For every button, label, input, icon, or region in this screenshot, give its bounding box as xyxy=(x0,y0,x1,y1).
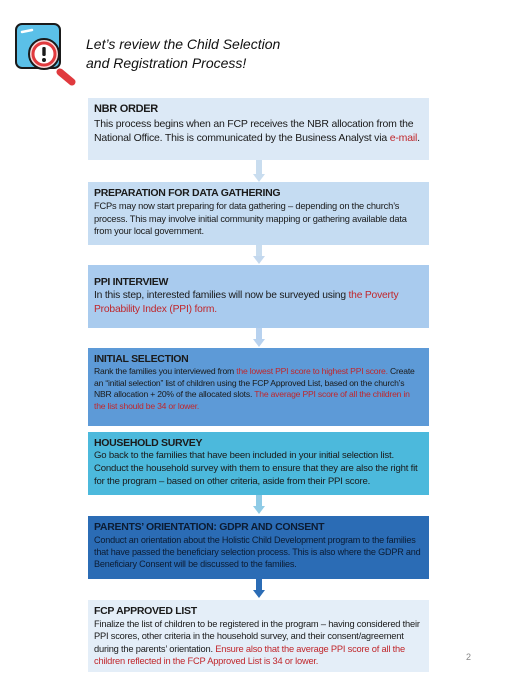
step-title: NBR ORDER xyxy=(94,103,158,115)
step-body-text: . xyxy=(417,132,420,144)
step-body-text: Rank the families you interviewed from xyxy=(94,366,237,376)
step-nbr-order xyxy=(88,98,429,160)
step-ppi-interview xyxy=(88,265,429,328)
step-title: FCP APPROVED LIST xyxy=(94,605,197,617)
page-header xyxy=(14,22,494,86)
step-title: INITIAL SELECTION xyxy=(94,353,189,365)
step-title: PREPARATION FOR DATA GATHERING xyxy=(94,187,281,199)
step-body xyxy=(94,289,423,317)
step-body-highlight: Ensure also that the average PPI score of all the children reflected in the FCP Approved List is 34 or lower. xyxy=(94,643,405,666)
step-body xyxy=(94,618,423,667)
step-body xyxy=(94,366,423,412)
flow-arrow-icon xyxy=(253,590,265,598)
step-fcp-approved-list xyxy=(88,600,429,672)
step-body: FCPs may now start preparing for data gathering – depending on the church’s process. This may involve initial community mapping or gathering available data from your local government. xyxy=(94,201,407,236)
page-title-line-1: Let’s review the Child Selection xyxy=(86,36,281,52)
magnifier-alert-icon xyxy=(14,22,80,86)
step-parents-orientation xyxy=(88,516,429,579)
step-body-highlight: the lowest PPI score to highest PPI score. xyxy=(236,366,388,376)
flow-arrow-icon xyxy=(253,506,265,514)
step-title: PPI INTERVIEW xyxy=(94,276,169,288)
step-household-survey xyxy=(88,432,429,495)
step-body xyxy=(94,117,423,145)
flow-arrow-icon xyxy=(253,256,265,264)
step-initial-selection xyxy=(88,348,429,426)
page-number: 2 xyxy=(466,652,472,662)
step-body-highlight: The average PPI score of all the children in the list should be 34 or lower. xyxy=(94,389,410,411)
step-body-text: Create an “initial selection” list of children using the FCP Approved List, based on the church’s NBR allocation + 20% of the allocated slots. xyxy=(94,366,415,399)
step-body-highlight: the Poverty Probability Index (PPI) form. xyxy=(94,290,399,315)
flow-arrow-icon xyxy=(253,339,265,347)
page-title-line-2: and Registration Process! xyxy=(86,55,247,71)
step-body-highlight: e-mail xyxy=(389,132,418,144)
flow-arrow-icon xyxy=(253,174,265,182)
step-title: HOUSEHOLD SURVEY xyxy=(94,437,203,449)
step-body-text: Finalize the list of children to be registered in the program – having considered their PPI scores, other criteria in the household survey, and their consent/agreement during the parents’ orientation. xyxy=(94,619,420,654)
step-title: PARENTS’ ORIENTATION: GDPR AND CONSENT xyxy=(94,521,325,533)
step-body: Go back to the families that have been included in your initial selection list. Conduct the household survey with them to ensure that they are also the right fit for the program – based on other criteria, aside from their PPI score. xyxy=(94,450,418,487)
page-title xyxy=(86,35,280,73)
step-body-text: This process begins when an FCP receives the NBR allocation from the National Office. This is communicated by the Business Analyst via xyxy=(94,118,414,144)
step-preparation xyxy=(88,182,429,245)
step-body: Conduct an orientation about the Holistic Child Development program to the families that have passed the beneficiary selection process. This is also where the GDPR and Beneficiary Consent will be discussed to the families. xyxy=(94,535,421,570)
step-body-text: In this step, interested families will now be surveyed using xyxy=(94,290,349,301)
